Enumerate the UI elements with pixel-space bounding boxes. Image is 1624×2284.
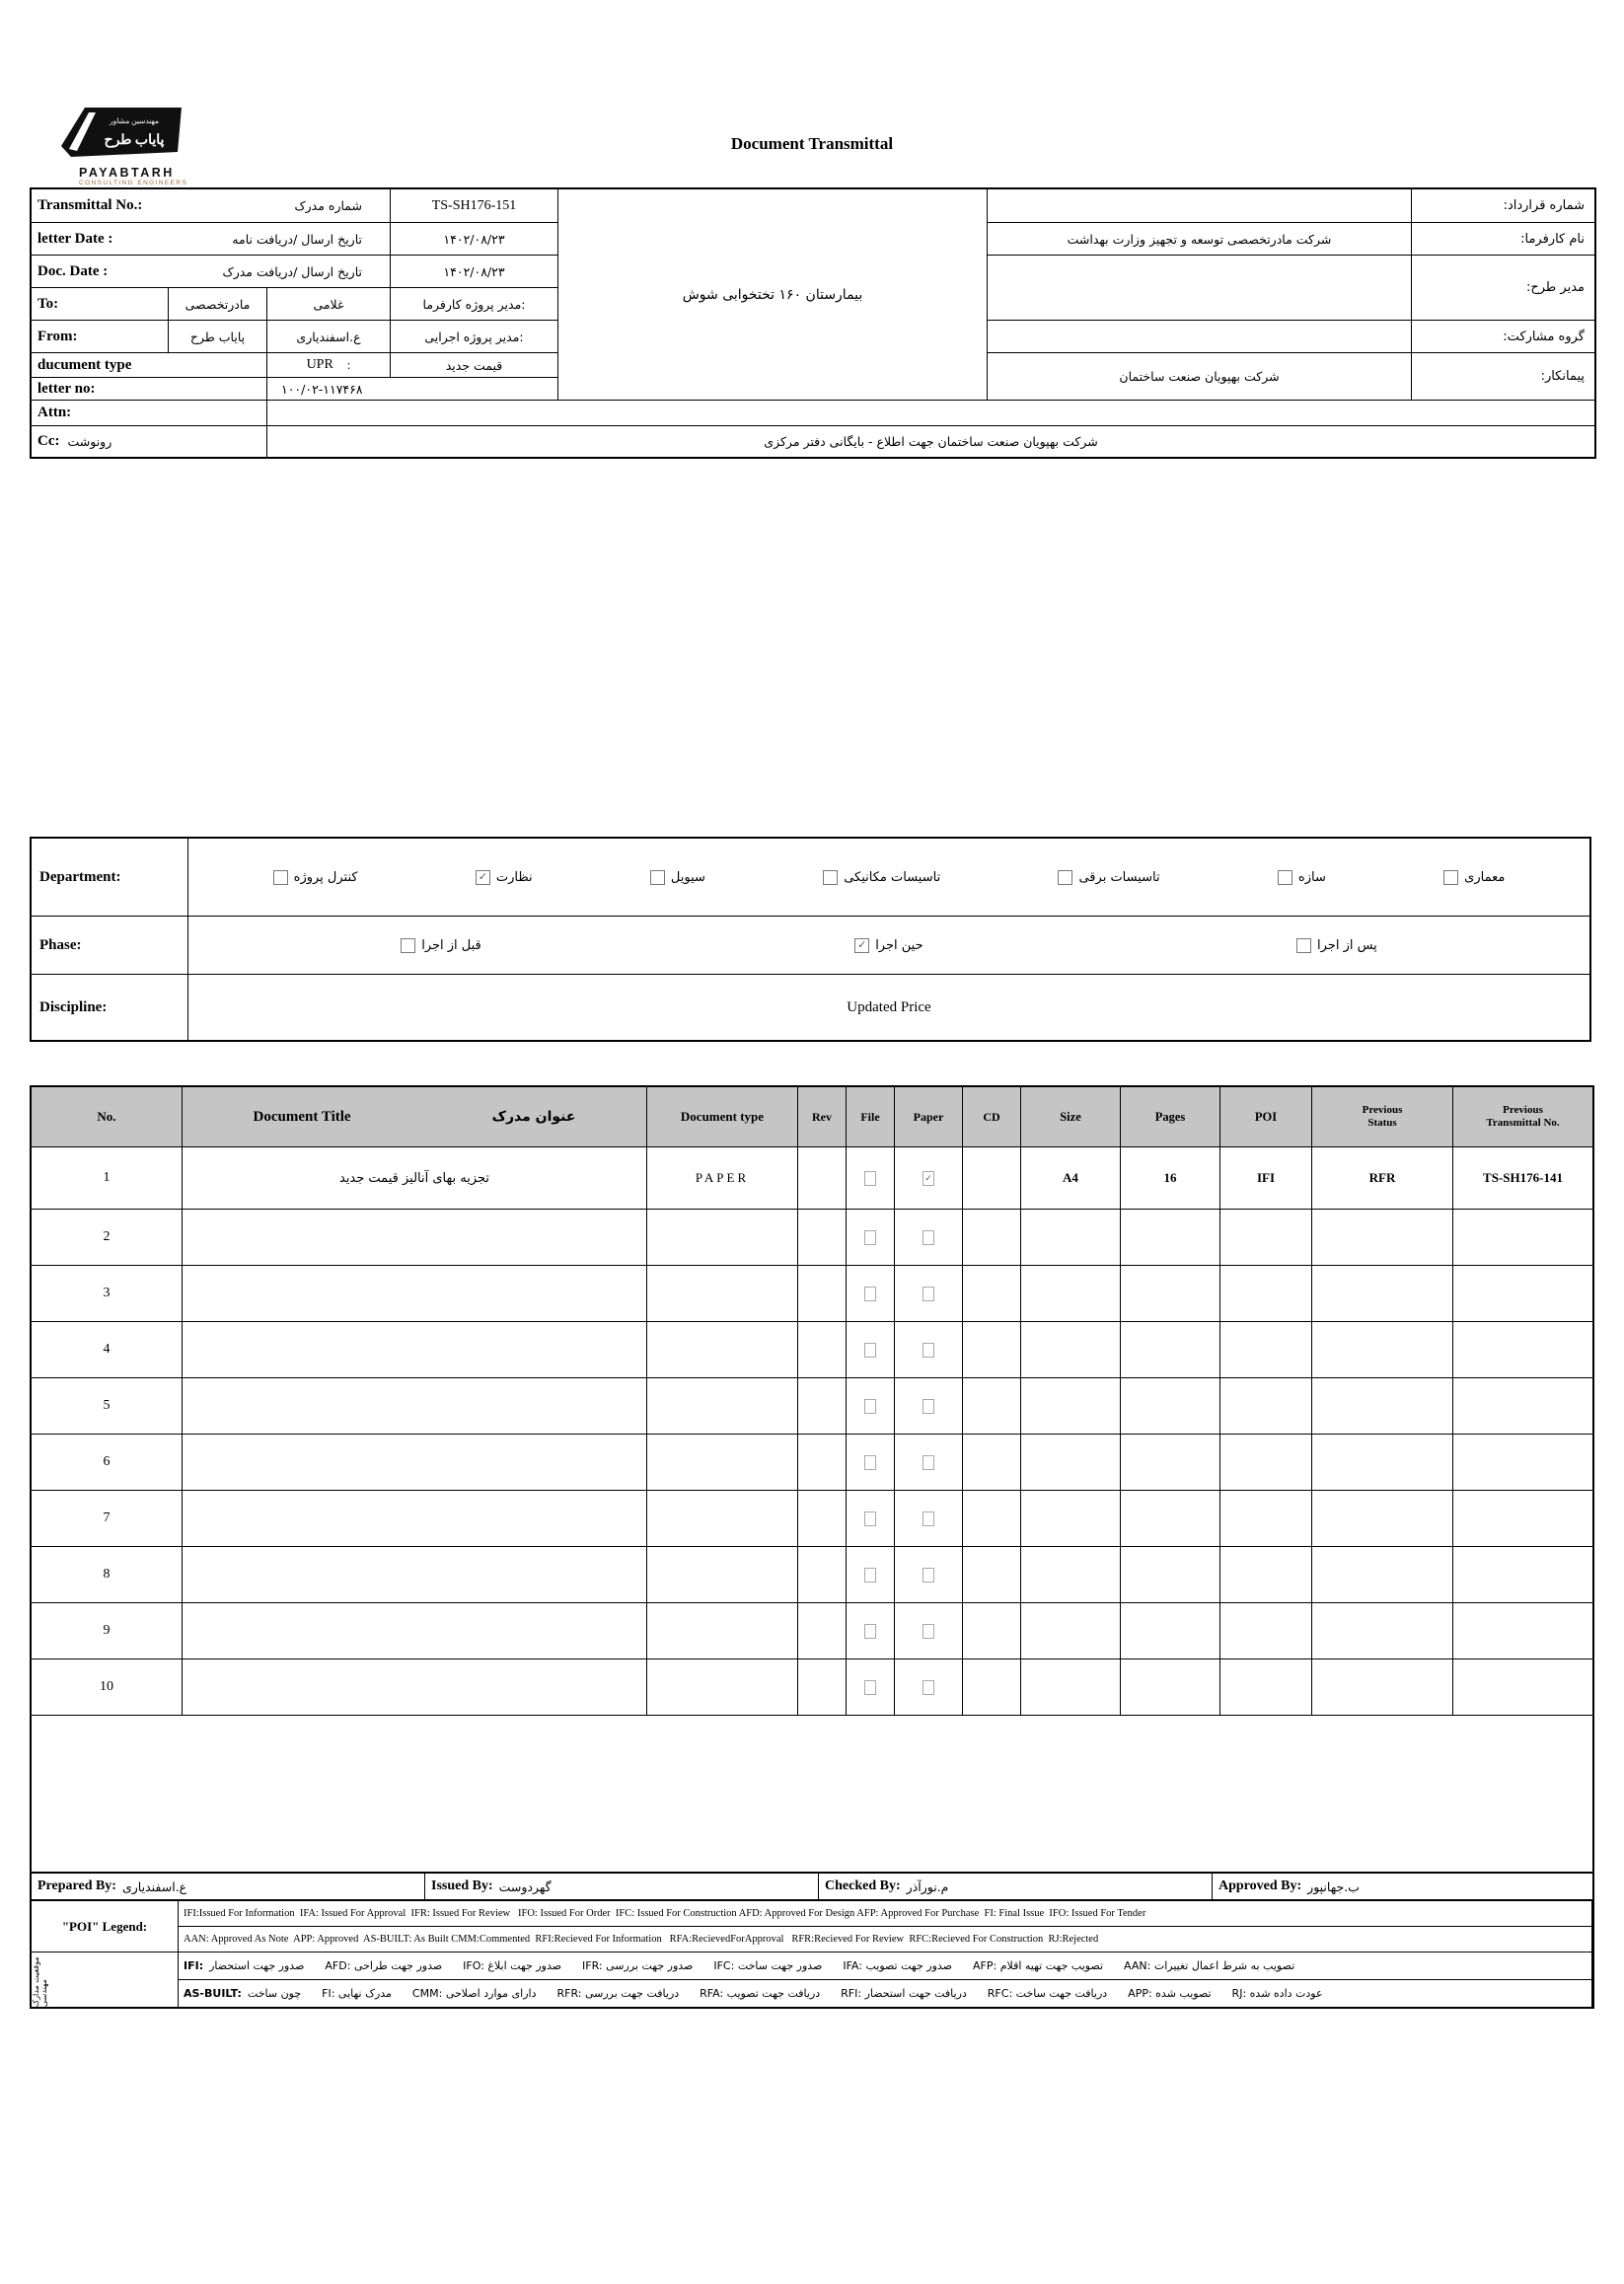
empty-continuation-area [32,1716,1592,1872]
checkbox-label: معماری [1464,869,1506,885]
checkbox-item[interactable] [1296,938,1377,953]
paper-checkbox[interactable] [923,1399,934,1414]
cell-doc-type [647,1322,797,1377]
file-checkbox[interactable] [864,1287,876,1301]
col-header-prev-status [1312,1087,1452,1146]
cell-doc-type [647,1659,797,1715]
cell-poi [1220,1378,1311,1434]
cell-poi [1220,1603,1311,1658]
legend-farsi-line2 [179,1980,1591,2007]
cell-file [847,1603,894,1658]
logo-tagline-fa: مهندسین مشاور [109,116,160,125]
col-header-title [183,1087,646,1146]
paper-checkbox[interactable] [923,1624,934,1639]
cell-cd [963,1378,1020,1434]
paper-checkbox[interactable] [923,1287,934,1301]
cell-cd [963,1147,1020,1209]
paper-checkbox[interactable] [923,1343,934,1358]
checkbox-label: سازه [1297,869,1326,885]
cell-no: 7 [32,1491,182,1546]
file-checkbox[interactable] [864,1230,876,1245]
cell-pages [1121,1659,1219,1715]
logo-subtitle: CONSULTING ENGINEERS [79,180,188,186]
cell-prev-transmittal [1453,1603,1592,1658]
cell-file [847,1147,894,1209]
from-label: From: [32,321,168,352]
cell-pages [1121,1266,1219,1321]
cell-title [183,1603,646,1658]
doc-date-value: ۱۴۰۲/۰۸/۲۳ [391,256,557,287]
approved-by-value: ب.جهانپور [1307,1879,1360,1894]
legend-side-label-cell [32,1952,178,2007]
legend-farsi-line1-lead: IFI: [184,1959,204,1972]
client-value: شرکت مادرتخصصی توسعه و تجهیز وزارت بهداشت [988,223,1411,255]
approved-by [1213,1874,1592,1899]
issued-by-value: گهردوست [498,1879,552,1894]
cell-doc-type [647,1378,797,1434]
checkbox-item[interactable] [273,870,358,885]
documents-grid [30,1085,1594,1874]
cell-rev [798,1378,846,1434]
cell-prev-transmittal: TS-SH176-141 [1453,1147,1592,1209]
checkbox[interactable] [1058,870,1072,885]
doc-type-colon: : [346,357,351,372]
cell-paper [895,1659,962,1715]
cell-rev [798,1322,846,1377]
cell-size [1021,1266,1120,1321]
checkbox[interactable] [650,870,665,885]
cell-title [183,1491,646,1546]
letter-date-label-fa: تاریخ ارسال /دریافت نامه [232,231,362,247]
cell-doc-type [647,1210,797,1265]
checkbox-item[interactable] [823,870,940,885]
file-checkbox[interactable] [864,1455,876,1470]
cell-no: 8 [32,1547,182,1602]
col-header-prev-transmittal-l1: Previous [1503,1104,1543,1117]
cell-title: تجزیه بهای آنالیز قیمت جدید [183,1147,646,1209]
col-header-size: Size [1021,1087,1120,1146]
col-header-paper: Paper [895,1087,962,1146]
cell-prev-status [1312,1210,1452,1265]
checkbox-item[interactable] [650,870,705,885]
contractor-value: شرکت بهپویان صنعت ساختمان [988,353,1411,400]
cell-no: 3 [32,1266,182,1321]
cell-cd [963,1266,1020,1321]
cell-prev-transmittal [1453,1435,1592,1490]
checkbox-item[interactable] [401,938,481,953]
cell-file [847,1491,894,1546]
cell-poi [1220,1547,1311,1602]
checkbox-item[interactable] [1443,870,1505,885]
prepared-by [32,1874,424,1899]
header-table [30,187,1596,459]
checkbox[interactable] [1278,870,1292,885]
cell-title [183,1659,646,1715]
cell-title [183,1435,646,1490]
cell-doc-type [647,1547,797,1602]
col-header-doc-type: Document type [647,1087,797,1146]
col-header-prev-status-l1: Previous [1362,1104,1403,1117]
cell-pages [1121,1491,1219,1546]
to-manager-label: مدیر پروژه کارفرما: [391,288,557,320]
legend-side-label: موقعیت مدارک مهندسی [32,1956,48,2007]
page-title: Document Transmittal [730,134,894,153]
checked-by [819,1874,1212,1899]
letter-no-value: ۱۰۰/۰۲-۱۱۷۴۶۸ [267,378,557,400]
file-checkbox[interactable] [864,1343,876,1358]
from-manager-value: ع.اسفندیاری [267,321,390,352]
file-checkbox[interactable] [864,1624,876,1639]
cell-paper [895,1322,962,1377]
checkbox-item[interactable] [1278,870,1326,885]
checkbox-item[interactable] [1058,870,1159,885]
legend-english-line1-text: IFI:Issued For Information IFA: Issued For Approval IFR: Issued For Review IFO: Issued For Order IFC: Issued For Construction AFD: Approved For Design AFP: Approved For Purchase FI: Final Issue IFO: Issued For Tender [184,1908,1146,1919]
cell-pages [1121,1322,1219,1377]
cell-no: 10 [32,1659,182,1715]
cell-rev [798,1210,846,1265]
cell-size [1021,1435,1120,1490]
cell-file [847,1322,894,1377]
signature-row [30,1872,1594,1901]
cell-file [847,1547,894,1602]
legend-farsi-line2-text: چون ساخت FI: مدرک نهایی CMM: دارای موارد اصلاحی RFR: دریافت جهت بررسی RFA: دریافت جهت تصویب RFI: دریافت جهت استحضار RFC: دریافت جهت ساخت APP: تصویب شده RJ: عودت داده شده [247,1987,1323,2000]
cell-paper [895,1210,962,1265]
phase-items [188,917,1589,974]
transmittal-no-label-fa: شماره مدرک [294,198,362,213]
checked-by-value: م.نورآذر [906,1879,949,1894]
col-header-no: No. [32,1087,182,1146]
logo-name-en: PAYABTARH [79,166,175,180]
doc-type-label: ducument type [32,353,266,377]
cell-poi [1220,1435,1311,1490]
letter-no-label: letter no: [32,378,266,400]
col-header-title-fa: عنوان مدرک [491,1109,576,1125]
col-header-prev-transmittal [1453,1087,1592,1146]
prepared-by-value: ع.اسفندیاری [121,1879,187,1894]
legend-english-line1 [179,1901,1591,1926]
cell-prev-transmittal [1453,1659,1592,1715]
cell-paper [895,1603,962,1658]
cell-no: 4 [32,1322,182,1377]
cell-prev-status: RFR [1312,1147,1452,1209]
transmittal-no-label-en: Transmittal No.: [37,197,143,213]
paper-checkbox[interactable] [923,1230,934,1245]
checkbox-label: کنترل پروژه [293,869,358,885]
cell-doc-type [647,1266,797,1321]
cell-size [1021,1603,1120,1658]
checkbox[interactable] [1443,870,1458,885]
col-header-prev-status-l2: Status [1367,1117,1397,1129]
cell-rev [798,1491,846,1546]
cell-poi [1220,1322,1311,1377]
col-header-pages: Pages [1121,1087,1219,1146]
cell-doc-type: PAPER [647,1147,797,1209]
cell-file [847,1659,894,1715]
cell-pages: 16 [1121,1147,1219,1209]
cell-size [1021,1547,1120,1602]
cell-size [1021,1378,1120,1434]
doc-type-code-text: UPR [306,357,333,372]
project-name: بیمارستان ۱۶۰ تختخوابی شوش [558,189,987,400]
legend-table [30,1899,1594,2009]
legend-farsi-line2-lead: AS-BUILT: [184,1987,242,2000]
cell-doc-type [647,1603,797,1658]
prepared-by-label: Prepared By: [37,1879,116,1893]
cell-cd [963,1547,1020,1602]
cell-title [183,1210,646,1265]
cell-poi: IFI [1220,1147,1311,1209]
cell-prev-transmittal [1453,1491,1592,1546]
cell-title [183,1266,646,1321]
col-header-poi: POI [1220,1087,1311,1146]
cell-title [183,1378,646,1434]
cell-paper [895,1378,962,1434]
cell-no: 2 [32,1210,182,1265]
logo-name-fa: پایاب طرح [104,133,165,148]
cell-size [1021,1210,1120,1265]
cell-file [847,1210,894,1265]
cell-prev-status [1312,1659,1452,1715]
cell-rev [798,1435,846,1490]
cell-rev [798,1603,846,1658]
file-checkbox[interactable] [864,1171,876,1186]
phase-label: Phase: [32,917,187,974]
client-label: نام کارفرما: [1412,223,1594,255]
cell-prev-transmittal [1453,1378,1592,1434]
file-checkbox[interactable] [864,1511,876,1526]
approved-by-label: Approved By: [1218,1879,1302,1893]
checkbox-label: قبل از اجرا [421,937,481,953]
cell-prev-status [1312,1435,1452,1490]
paper-checkbox[interactable] [923,1511,934,1526]
cell-no: 5 [32,1378,182,1434]
cell-size [1021,1322,1120,1377]
documents-section [30,1085,1594,2009]
checkbox[interactable] [1296,938,1311,953]
discipline-label: Discipline: [32,975,187,1040]
design-manager-label: مدیر طرح: [1412,256,1594,320]
issued-by-label: Issued By: [431,1879,493,1893]
cell-poi [1220,1659,1311,1715]
cell-prev-transmittal [1453,1266,1592,1321]
cell-cd [963,1491,1020,1546]
cell-no: 1 [32,1147,182,1209]
cell-cd [963,1603,1020,1658]
cell-poi [1220,1491,1311,1546]
col-header-file: File [847,1087,894,1146]
cell-prev-status [1312,1547,1452,1602]
cell-cd [963,1210,1020,1265]
file-checkbox[interactable] [864,1568,876,1583]
cc-value: شرکت بهپویان صنعت ساختمان جهت اطلاع - بایگانی دفتر مرکزی [267,426,1594,457]
from-value: پایاب طرح [169,321,266,352]
letter-date-value: ۱۴۰۲/۰۸/۲۳ [391,223,557,255]
cell-paper [895,1266,962,1321]
transmittal-no-value: TS-SH176-151 [391,189,557,222]
paper-checkbox[interactable] [923,1568,934,1583]
checkbox[interactable] [401,938,415,953]
cell-cd [963,1435,1020,1490]
cell-size [1021,1659,1120,1715]
poi-legend-label: "POI" Legend: [32,1901,178,1952]
checkbox-label: تاسیسات برقی [1078,869,1160,885]
cell-prev-status [1312,1378,1452,1434]
partnership-value [988,321,1411,352]
cell-doc-type [647,1491,797,1546]
cell-paper [895,1491,962,1546]
department-label: Department: [32,839,187,916]
cell-pages [1121,1378,1219,1434]
doc-type-code [267,353,390,377]
paper-checkbox[interactable] [923,1680,934,1695]
cell-file [847,1435,894,1490]
file-checkbox[interactable] [864,1680,876,1695]
doc-date-label-fa: تاریخ ارسال /دریافت مدرک [222,263,362,279]
cell-pages [1121,1603,1219,1658]
from-manager-label: مدیر پروژه اجرایی: [391,321,557,352]
checkbox-label: تاسیسات مکانیکی [844,869,941,885]
checkbox-label: پس از اجرا [1317,937,1377,953]
contractor-label: پیمانکار: [1412,353,1594,400]
cell-paper [895,1147,962,1209]
cell-rev [798,1147,846,1209]
cell-file [847,1266,894,1321]
letter-date-label-en: letter Date : [37,230,113,247]
cell-title [183,1322,646,1377]
classification-table [30,837,1591,1042]
transmittal-no-label [32,189,390,222]
cell-prev-status [1312,1603,1452,1658]
checkbox[interactable] [273,870,288,885]
legend-farsi-line1 [179,1952,1591,1979]
discipline-value: Updated Price [188,975,1589,1040]
checkbox-label: نظارت [495,869,533,885]
checkbox-label: حین اجرا [875,937,923,953]
partnership-label: گروه مشارکت: [1412,321,1594,352]
doc-type-value: قیمت جدید [391,353,557,377]
cell-cd [963,1322,1020,1377]
contract-no-value [988,189,1411,222]
cell-title [183,1547,646,1602]
checkbox[interactable]: ✓ [854,938,869,953]
checked-by-label: Checked By: [825,1879,901,1893]
col-header-cd: CD [963,1087,1020,1146]
cell-prev-status [1312,1322,1452,1377]
checkbox[interactable]: ✓ [476,870,490,885]
paper-checkbox[interactable] [923,1455,934,1470]
cell-prev-status [1312,1491,1452,1546]
cell-no: 6 [32,1435,182,1490]
cc-label [32,426,266,457]
checkbox-item[interactable] [854,938,923,953]
cell-pages [1121,1547,1219,1602]
cell-rev [798,1659,846,1715]
cell-file [847,1378,894,1434]
cell-doc-type [647,1435,797,1490]
cell-prev-status [1312,1266,1452,1321]
issued-by [425,1874,818,1899]
cell-prev-transmittal [1453,1547,1592,1602]
to-value: مادرتخصصی [169,288,266,320]
cell-rev [798,1266,846,1321]
cell-paper [895,1435,962,1490]
checkbox-item[interactable] [476,870,533,885]
contract-no-label: شماره قرارداد: [1412,189,1594,222]
design-manager-value [988,256,1411,320]
attn-label: Attn: [32,401,266,425]
col-header-title-en: Document Title [253,1108,351,1125]
file-checkbox[interactable] [864,1399,876,1414]
paper-checkbox[interactable]: ✓ [923,1171,934,1186]
cc-label-fa: رونوشت [67,434,112,449]
department-items [188,839,1589,916]
cell-prev-transmittal [1453,1322,1592,1377]
legend-english-line2 [179,1927,1591,1952]
doc-date-label-en: Doc. Date : [37,262,109,279]
cell-cd [963,1659,1020,1715]
attn-value [267,401,1594,425]
cell-poi [1220,1266,1311,1321]
cell-no: 9 [32,1603,182,1658]
cell-paper [895,1547,962,1602]
cc-label-en: Cc: [37,433,60,449]
cell-poi [1220,1210,1311,1265]
doc-date-label [32,256,390,287]
legend-farsi-line1-text: صدور جهت استحضار AFD: صدور جهت طراحی IFO: صدور جهت ابلاغ IFR: صدور جهت بررسی IFC: صدور جهت ساخت IFA: صدور جهت تصویب AFP: تصویب جهت تهیه اقلام AAN: تصویب به شرط اعمال تغییرات [209,1959,1295,1972]
cell-pages [1121,1210,1219,1265]
letter-date-label [32,223,390,255]
legend-english-line2-text: AAN: Approved As Note APP: Approved AS-BUILT: As Built CMM:Commented RFI:Recieved For Information RFA:RecievedForApproval RFR:Recieved For Review RFC:Recieved For Construction RJ:Rejected [184,1934,1099,1945]
col-header-prev-transmittal-l2: Transmittal No. [1486,1117,1560,1129]
to-manager-value: غلامی [267,288,390,320]
cell-size [1021,1491,1120,1546]
col-header-rev: Rev [798,1087,846,1146]
checkbox[interactable] [823,870,838,885]
to-label: To: [32,288,168,320]
cell-prev-transmittal [1453,1210,1592,1265]
checkbox-label: سیویل [670,869,705,885]
cell-rev [798,1547,846,1602]
cell-size: A4 [1021,1147,1120,1209]
cell-pages [1121,1435,1219,1490]
